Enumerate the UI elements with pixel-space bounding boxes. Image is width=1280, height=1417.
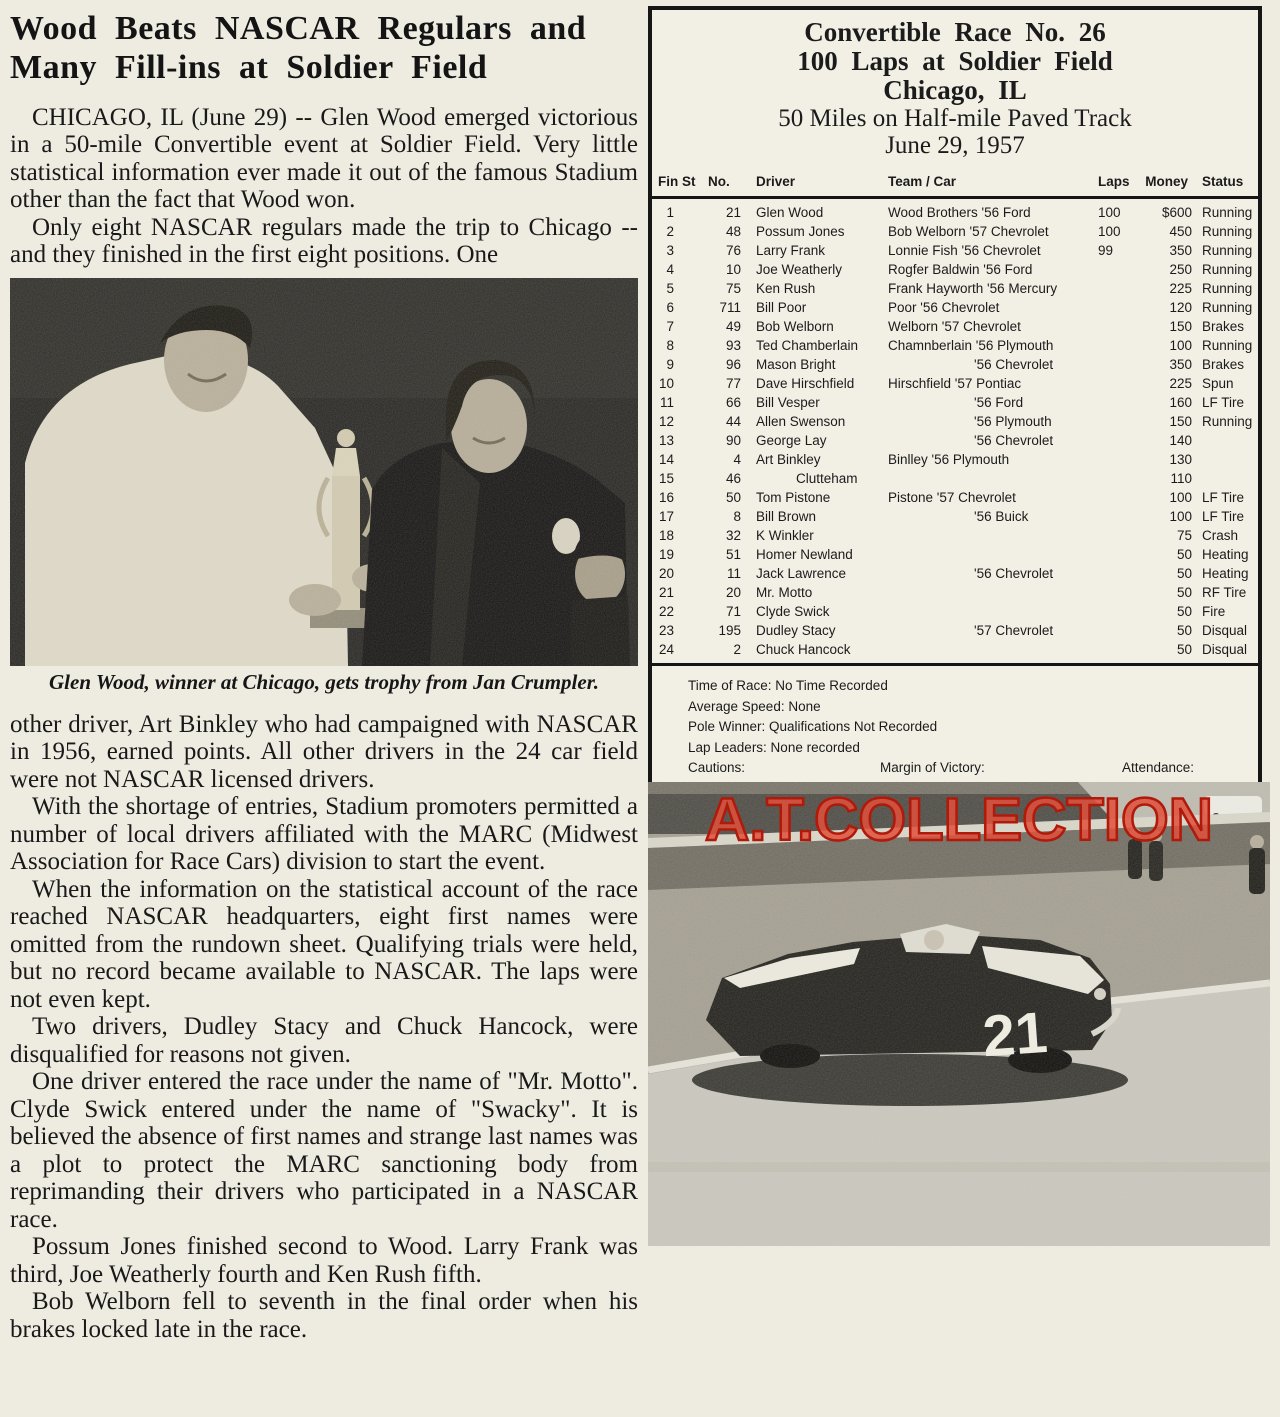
cell-team: Wood Brothers '56 Ford [888, 205, 1031, 220]
cell-status [1192, 431, 1252, 450]
column-header-driver: Driver [756, 174, 796, 189]
cell-no: 32 [725, 528, 741, 543]
cell-team [888, 583, 1094, 602]
cell-status: Heating [1202, 566, 1249, 581]
cell-status: Running [1202, 300, 1253, 315]
cell-no: 10 [725, 262, 741, 277]
cell-status: Running [1202, 338, 1253, 353]
cell-fin: 6 [666, 300, 674, 315]
cell-fin: 8 [666, 338, 674, 353]
cell-fin: 4 [666, 262, 674, 277]
article-paragraph: One driver entered the race under the name of "Mr. Motto". Clyde Swick entered under the name of "Swacky". It is believed the absence of first names and strange last names was a plot to protect the MARC sanctioning body from reprimanding their drivers who participated in a NASCAR race. [10, 1068, 638, 1233]
cell-driver: Tom Pistone [756, 490, 831, 505]
header-rule [652, 196, 1258, 199]
column-header-team: Team / Car [888, 174, 957, 189]
cell-st [682, 450, 708, 469]
cell-laps [1094, 393, 1136, 412]
cell-status: Fire [1202, 604, 1226, 619]
cell-team [888, 545, 1094, 564]
cell-laps [1094, 488, 1136, 507]
cell-team: Hirschfield '57 Pontiac [888, 376, 1022, 391]
cell-fin: 2 [666, 224, 674, 239]
cell-team: Bob Welborn '57 Chevrolet [888, 224, 1049, 239]
race-title-line3: Chicago, IL [883, 75, 1027, 105]
cell-team: Pistone '57 Chevrolet [888, 490, 1016, 505]
results-row [658, 241, 1252, 260]
cell-laps: 99 [1098, 243, 1114, 258]
cell-st [682, 602, 708, 621]
photo-grain [10, 278, 638, 666]
cell-no: 11 [726, 566, 741, 581]
cell-no: 51 [725, 547, 741, 562]
cell-st [682, 621, 708, 640]
cell-st [682, 564, 708, 583]
results-footer [652, 670, 1258, 791]
cell-st [682, 583, 708, 602]
cell-st [682, 279, 708, 298]
cell-no: 90 [725, 433, 741, 448]
results-row [658, 393, 1252, 412]
cell-st [682, 298, 708, 317]
cell-driver: Joe Weatherly [756, 262, 843, 277]
cell-status: Running [1202, 243, 1253, 258]
column-header-fin: Fin [658, 174, 679, 189]
cell-st [682, 488, 708, 507]
cell-st [682, 393, 708, 412]
cell-st [682, 526, 708, 545]
cell-money: 50 [1176, 566, 1192, 581]
cell-status: Running [1202, 281, 1253, 296]
race-title-line1: Convertible Race No. 26 [804, 17, 1106, 47]
trophy-photo [10, 278, 638, 666]
cell-no: 2 [733, 642, 741, 657]
cell-driver: Allen Swenson [756, 414, 846, 429]
race-title-line5: June 29, 1957 [885, 132, 1025, 159]
cell-st [682, 469, 708, 488]
cell-status: Running [1202, 414, 1253, 429]
cell-team: Binlley '56 Plymouth [888, 452, 1010, 467]
cell-laps [1094, 431, 1136, 450]
race-title-line4: 50 Miles on Half-mile Paved Track [778, 105, 1132, 132]
cell-no: 8 [733, 509, 741, 524]
cell-st [682, 241, 708, 260]
cell-no: 66 [725, 395, 741, 410]
footer-rule [652, 663, 1258, 666]
cell-driver: Ted Chamberlain [756, 338, 859, 353]
average-speed: Average Speed: None [688, 698, 821, 714]
cell-status: Brakes [1202, 357, 1245, 372]
cell-money: 350 [1169, 357, 1192, 372]
cell-status: LF Tire [1202, 490, 1245, 505]
cell-status: Heating [1202, 547, 1249, 562]
race-results-box [648, 6, 1262, 795]
cell-team: '56 Chevrolet [974, 357, 1054, 372]
cell-driver: Bill Vesper [756, 395, 820, 410]
race-title [652, 18, 1258, 159]
cell-money: 100 [1169, 490, 1192, 505]
cell-no: 71 [725, 604, 741, 619]
lap-leaders: Lap Leaders: None recorded [688, 739, 860, 755]
cell-driver: Glen Wood [756, 205, 824, 220]
cell-money: 350 [1169, 243, 1192, 258]
cell-driver: Bill Poor [756, 300, 807, 315]
cell-team: '56 Chevrolet [974, 433, 1054, 448]
cell-laps [1094, 450, 1136, 469]
cell-money: 250 [1169, 262, 1192, 277]
cell-status [1192, 450, 1252, 469]
cell-no: 77 [725, 376, 741, 391]
cell-team: Lonnie Fish '56 Chevrolet [888, 243, 1041, 258]
cell-team: Frank Hayworth '56 Mercury [888, 281, 1058, 296]
cell-laps: 100 [1098, 224, 1121, 239]
cell-team: '56 Chevrolet [974, 566, 1054, 581]
cell-status: LF Tire [1202, 395, 1245, 410]
article-paragraph: Only eight NASCAR regulars made the trip to Chicago -- and they finished in the first eight positions. One [10, 213, 638, 268]
cell-status: Brakes [1202, 319, 1245, 334]
cell-st [682, 545, 708, 564]
cell-laps: 100 [1098, 205, 1121, 220]
results-row [658, 507, 1252, 526]
cell-driver: Dudley Stacy [756, 623, 836, 638]
cell-no: 48 [725, 224, 741, 239]
cell-status [1192, 469, 1252, 488]
results-row [658, 469, 1252, 488]
cell-team [888, 526, 1094, 545]
results-row [658, 488, 1252, 507]
cell-fin: 10 [658, 376, 674, 391]
margin-of-victory-label: Margin of Victory: [880, 760, 985, 775]
cell-money: 100 [1169, 338, 1192, 353]
cell-driver: Mr. Motto [756, 585, 813, 600]
article-headline: Wood Beats NASCAR Regulars and Many Fill-ins at Soldier Field [10, 10, 587, 86]
cell-money: 100 [1169, 509, 1192, 524]
cell-driver: Clutteham [796, 471, 858, 486]
cell-fin: 23 [658, 623, 674, 638]
cell-money: 150 [1169, 319, 1192, 334]
cell-laps [1094, 602, 1136, 621]
results-table [652, 173, 1258, 666]
cell-driver: Bob Welborn [756, 319, 834, 334]
results-rows [658, 203, 1252, 659]
cell-fin: 21 [658, 585, 674, 600]
cell-no: 711 [719, 300, 741, 315]
cell-laps [1094, 469, 1136, 488]
photo-caption: Glen Wood, winner at Chicago, gets trophy from Jan Crumpler. [49, 669, 599, 694]
race-title-line2: 100 Laps at Soldier Field [797, 46, 1113, 76]
cell-laps [1094, 412, 1136, 431]
footer-bottom-row [688, 758, 1248, 779]
cautions-label: Cautions: [688, 760, 746, 775]
cell-money: 130 [1169, 452, 1192, 467]
cell-money: 50 [1176, 642, 1192, 657]
results-row [658, 640, 1252, 659]
pole-winner: Pole Winner: Qualifications Not Recorded [688, 719, 938, 734]
results-row [658, 583, 1252, 602]
cell-no: 195 [718, 623, 741, 638]
cell-laps [1094, 640, 1136, 659]
results-header-row [658, 173, 1252, 191]
column-header-no: No. [708, 174, 730, 189]
cell-no: 21 [725, 205, 741, 220]
cell-laps [1094, 260, 1136, 279]
cell-fin: 3 [666, 243, 674, 258]
results-row [658, 317, 1252, 336]
cell-money: 140 [1169, 433, 1192, 448]
column-header-st: St [682, 174, 696, 189]
cell-laps [1094, 317, 1136, 336]
cell-team [888, 602, 1094, 621]
cell-laps [1094, 564, 1136, 583]
cell-no: 20 [725, 585, 741, 600]
cell-fin: 13 [658, 433, 674, 448]
results-row [658, 279, 1252, 298]
cell-no: 44 [725, 414, 741, 429]
cell-driver: Art Binkley [756, 452, 821, 467]
article-column [10, 6, 638, 1343]
cell-no: 46 [725, 471, 741, 486]
cell-driver: Clyde Swick [756, 604, 830, 619]
cell-team: '57 Chevrolet [974, 623, 1054, 638]
cell-money: $600 [1161, 205, 1192, 220]
article-body [10, 104, 638, 1344]
article-paragraph: other driver, Art Binkley who had campaigned with NASCAR in 1956, earned points. All other drivers in the 24 car field were not NASCAR licensed drivers. [10, 710, 638, 793]
cell-laps [1094, 583, 1136, 602]
attendance-label: Attendance: [1122, 760, 1195, 775]
cell-fin: 18 [658, 528, 674, 543]
cell-team: Welborn '57 Chevrolet [888, 319, 1021, 334]
cell-driver: Bill Brown [756, 509, 817, 524]
cell-team: '56 Ford [974, 395, 1024, 410]
cell-no: 4 [733, 452, 741, 467]
cell-money: 50 [1176, 585, 1192, 600]
results-row [658, 374, 1252, 393]
cell-driver: George Lay [756, 433, 827, 448]
cell-st [682, 507, 708, 526]
cell-driver: Possum Jones [756, 224, 845, 239]
cell-fin: 1 [666, 205, 674, 220]
cell-fin: 16 [658, 490, 674, 505]
cell-team: Rogfer Baldwin '56 Ford [888, 262, 1033, 277]
results-row [658, 602, 1252, 621]
cell-laps [1094, 355, 1136, 374]
article-paragraph: Possum Jones finished second to Wood. Larry Frank was third, Joe Weatherly fourth and Ken Rush fifth. [10, 1233, 638, 1288]
cell-st [682, 431, 708, 450]
cell-money: 120 [1169, 300, 1192, 315]
cell-st [682, 355, 708, 374]
cell-no: 49 [725, 319, 741, 334]
cell-laps [1094, 279, 1136, 298]
cell-money: 75 [1176, 528, 1192, 543]
results-row [658, 355, 1252, 374]
article-paragraph: CHICAGO, IL (June 29) -- Glen Wood emerged victorious in a 50-mile Convertible event at Soldier Field. Very little statistical information ever made it out of the famous Stadium other than the fact that Wood won. [10, 103, 638, 213]
cell-fin: 20 [658, 566, 674, 581]
cell-fin: 11 [659, 395, 674, 410]
cell-no: 93 [725, 338, 741, 353]
cell-driver: Chuck Hancock [756, 642, 851, 657]
cell-status: Crash [1202, 528, 1239, 543]
cell-fin: 5 [666, 281, 674, 296]
cell-driver: Dave Hirschfield [756, 376, 855, 391]
results-row [658, 336, 1252, 355]
cell-status: Disqual [1202, 642, 1248, 657]
cell-money: 160 [1169, 395, 1192, 410]
results-row [658, 203, 1252, 222]
cell-fin: 14 [658, 452, 674, 467]
results-row [658, 526, 1252, 545]
cell-status: LF Tire [1202, 509, 1245, 524]
cell-no: 76 [725, 243, 741, 258]
cell-team: '56 Plymouth [974, 414, 1052, 429]
cell-money: 110 [1170, 471, 1192, 486]
article-paragraph: Bob Welborn fell to seventh in the final order when his brakes locked late in the race. [10, 1288, 638, 1343]
results-row [658, 621, 1252, 640]
cell-status: RF Tire [1202, 585, 1247, 600]
cell-laps [1094, 526, 1136, 545]
cell-money: 225 [1169, 281, 1192, 296]
race-car-photo [648, 782, 1270, 1246]
results-row [658, 450, 1252, 469]
column-header-money: Money [1145, 174, 1188, 189]
cell-money: 50 [1176, 547, 1192, 562]
cell-fin: 19 [658, 547, 674, 562]
cell-st [682, 336, 708, 355]
cell-fin: 22 [658, 604, 674, 619]
cell-laps [1094, 374, 1136, 393]
cell-money: 50 [1176, 604, 1192, 619]
time-of-race: Time of Race: No Time Recorded [688, 678, 888, 693]
results-row [658, 431, 1252, 450]
results-row [658, 260, 1252, 279]
cell-laps [1094, 336, 1136, 355]
cell-st [682, 317, 708, 336]
results-row [658, 222, 1252, 241]
cell-no: 96 [725, 357, 741, 372]
cell-fin: 12 [658, 414, 674, 429]
article-paragraph: Two drivers, Dudley Stacy and Chuck Hancock, were disqualified for reasons not given. [10, 1013, 638, 1068]
cell-driver: Larry Frank [756, 243, 826, 258]
cell-money: 225 [1169, 376, 1192, 391]
cell-st [682, 640, 708, 659]
cell-driver: Mason Bright [756, 357, 836, 372]
cell-status: Running [1202, 224, 1253, 239]
cell-status: Running [1202, 262, 1253, 277]
cell-team [888, 640, 1094, 659]
cell-money: 50 [1176, 623, 1192, 638]
cell-no: 50 [725, 490, 741, 505]
cell-fin: 9 [666, 357, 674, 372]
cell-fin: 7 [666, 319, 674, 334]
cell-st [682, 374, 708, 393]
column-header-status: Status [1202, 174, 1244, 189]
cell-st [682, 222, 708, 241]
article-paragraph: When the information on the statistical account of the race reached NASCAR headquarters, eight first names were omitted from the rundown sheet. Qualifying trials were held, but no record became available to NASCAR. The laps were not even kept. [10, 875, 638, 1013]
cell-fin: 15 [658, 471, 674, 486]
results-row [658, 412, 1252, 431]
cell-st [682, 412, 708, 431]
cell-laps [1094, 507, 1136, 526]
cell-status: Disqual [1202, 623, 1248, 638]
article-paragraph: With the shortage of entries, Stadium promoters permitted a number of local drivers affiliated with the MARC (Midwest Association for Race Cars) division to start the event. [10, 793, 638, 875]
cell-driver: K Winkler [756, 528, 814, 543]
cell-money: 150 [1169, 414, 1192, 429]
results-row [658, 298, 1252, 317]
cell-st [682, 260, 708, 279]
cell-team: Poor '56 Chevrolet [888, 300, 1000, 315]
cell-fin: 24 [658, 642, 674, 657]
cell-laps [1094, 298, 1136, 317]
cell-no: 75 [725, 281, 741, 296]
column-header-laps: Laps [1098, 174, 1130, 189]
cell-status: Running [1202, 205, 1253, 220]
cell-fin: 17 [658, 509, 674, 524]
cell-team: Chamnberlain '56 Plymouth [888, 338, 1054, 353]
cell-st [682, 203, 708, 222]
cell-status: Spun [1202, 376, 1234, 391]
watermark-text: A.T.COLLECTION [705, 786, 1213, 853]
cell-driver: Ken Rush [756, 281, 816, 296]
results-row [658, 545, 1252, 564]
cell-laps [1094, 621, 1136, 640]
cell-team [888, 469, 1094, 488]
cell-money: 450 [1169, 224, 1192, 239]
cell-team: '56 Buick [974, 509, 1029, 524]
results-row [658, 564, 1252, 583]
cell-laps [1094, 545, 1136, 564]
cell-driver: Jack Lawrence [756, 566, 847, 581]
cell-driver: Homer Newland [756, 547, 853, 562]
